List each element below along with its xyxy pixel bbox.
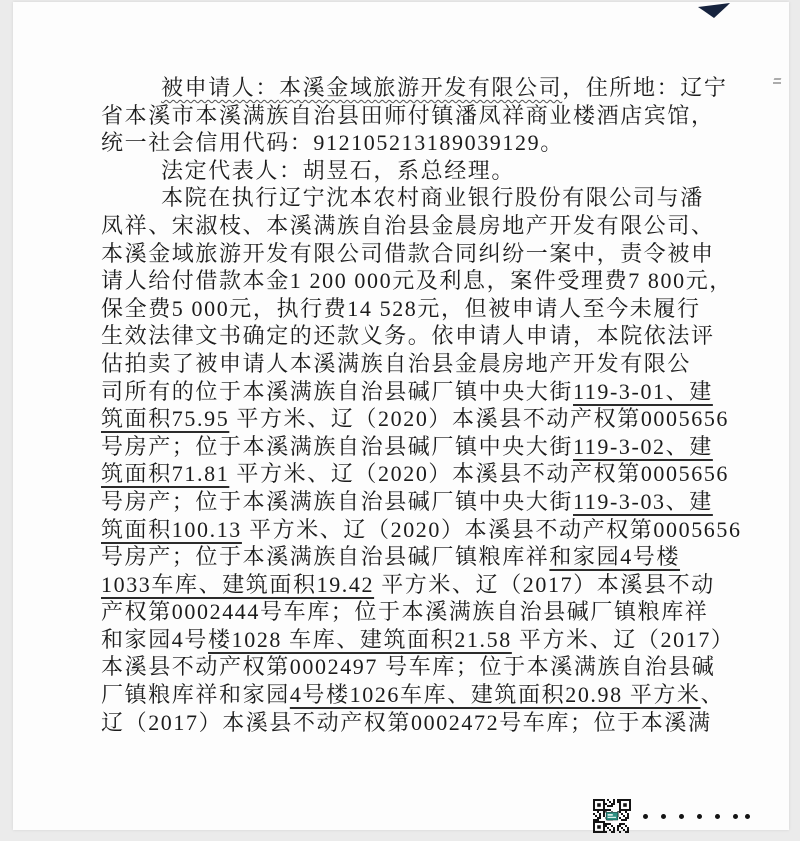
dot-mark bbox=[733, 814, 738, 819]
text-segment: 本溪金域旅游开发有限公司借款合同纠纷一案中，责令被申 bbox=[101, 240, 715, 266]
underlined-text: 119-3-03、建 bbox=[573, 488, 713, 514]
text-line bbox=[101, 488, 741, 516]
text-segment: ，住所地：辽宁 bbox=[562, 75, 728, 100]
underlined-text: 1033车库、建筑面积19.42 bbox=[101, 571, 375, 597]
dot-mark bbox=[661, 814, 666, 819]
text-line bbox=[101, 240, 741, 268]
underlined-text: 119-3-01、建 bbox=[573, 378, 713, 404]
text-line bbox=[101, 267, 741, 295]
text-line bbox=[101, 322, 741, 350]
text-line bbox=[101, 129, 741, 157]
text-line bbox=[101, 460, 741, 488]
text-line bbox=[101, 295, 741, 323]
text-segment: 和家园4号 bbox=[101, 626, 209, 652]
text-segment: 本溪县不动产权第0002497 号车库；位于本溪满族自治县碱 bbox=[101, 654, 716, 680]
text-line bbox=[101, 516, 741, 544]
underlined-text: 筑面积100.13 bbox=[101, 516, 242, 542]
text-line bbox=[101, 102, 741, 130]
text-line bbox=[101, 571, 741, 599]
page-footer bbox=[593, 799, 750, 833]
document-body bbox=[101, 74, 741, 736]
text-line bbox=[101, 74, 741, 102]
underlined-text: 被申请人： bbox=[161, 75, 280, 100]
edge-smudge bbox=[773, 76, 782, 85]
text-segment: 平方米、辽（2017）本溪县不动 bbox=[374, 571, 715, 597]
text-line bbox=[101, 681, 741, 709]
text-line bbox=[101, 626, 741, 654]
text-segment: 号房产；位于本溪满族自治县碱厂镇中央大街 bbox=[101, 488, 574, 514]
dot-mark bbox=[679, 814, 684, 819]
text-segment: 生效法律文书确定的还款义务。依申请人申请，本院依法评 bbox=[101, 323, 715, 349]
text-segment: 本院在执行辽宁沈本农村商业银行股份有限公司与潘 bbox=[161, 185, 704, 211]
qr-code-icon bbox=[593, 799, 631, 833]
text-segment: 辽（2017）本溪县不动产权第0002472号车库；位于本溪满 bbox=[101, 709, 712, 735]
underlined-text: 本溪金域旅游开发有限公司 bbox=[279, 75, 563, 100]
text-segment: 产权第0002444号车库；位于本溪满族自治县碱厂镇粮库祥 bbox=[101, 599, 709, 625]
text-segment: 厂镇粮库祥和家园 bbox=[101, 682, 290, 708]
dot-marks bbox=[643, 814, 750, 819]
text-line bbox=[101, 598, 741, 626]
text-segment: 统一社会信用代码：912105213189039129。 bbox=[101, 130, 564, 156]
text-segment: 省本溪市本溪满族自治县田师付镇潘凤祥商业楼酒店宾馆， bbox=[101, 102, 715, 128]
document-page bbox=[13, 2, 789, 830]
text-line bbox=[101, 543, 741, 571]
underlined-text: 和家园4号楼 bbox=[549, 544, 681, 570]
text-segment: 司所有的位于本溪满族自治县碱厂镇中央大街 bbox=[101, 378, 574, 404]
text-line bbox=[101, 378, 741, 406]
dot-mark bbox=[745, 814, 750, 819]
text-line bbox=[101, 184, 741, 212]
text-line bbox=[101, 433, 741, 461]
text-segment: 平方米、辽（2020）本溪县不动产权第0005656 bbox=[229, 461, 730, 487]
dot-mark bbox=[697, 814, 702, 819]
underlined-text: 筑面积75.95 bbox=[101, 406, 230, 432]
text-segment: 号房产；位于本溪满族自治县碱厂镇中央大街 bbox=[101, 433, 574, 459]
underlined-text: 4号楼1026车库、建筑面积20.98 平方米 bbox=[289, 682, 701, 708]
text-line bbox=[101, 405, 741, 433]
text-line bbox=[101, 653, 741, 681]
text-segment: 法定代表人：胡昱石，系总经理。 bbox=[161, 157, 516, 183]
text-segment: 平方米、辽（2017） bbox=[511, 626, 735, 652]
text-segment: 保全费5 000元，执行费14 528元，但被申请人至今未履行 bbox=[101, 295, 701, 321]
underlined-text: 筑面积71.81 bbox=[101, 461, 230, 487]
text-segment: 平方米、辽（2020）本溪县不动产权第0005656 bbox=[241, 516, 742, 542]
dot-mark bbox=[715, 814, 720, 819]
text-segment: 号房产；位于本溪满族自治县碱厂镇粮库祥 bbox=[101, 544, 550, 570]
text-line bbox=[101, 157, 741, 185]
text-segment: 请人给付借款本金1 200 000元及利息，案件受理费7 800元， bbox=[101, 268, 733, 294]
text-segment: 、 bbox=[700, 682, 725, 708]
text-segment: 估拍卖了被申请人本溪满族自治县金晨房地产开发有限公 bbox=[101, 350, 692, 376]
text-line bbox=[101, 709, 741, 737]
text-segment: 平方米、辽（2020）本溪县不动产权第0005656 bbox=[229, 406, 730, 432]
text-line bbox=[101, 212, 741, 240]
text-line bbox=[101, 350, 741, 378]
underlined-text: 楼1028 车库、建筑面积21.58 bbox=[208, 626, 512, 652]
underlined-text: 119-3-02、建 bbox=[573, 433, 713, 459]
corner-fold-mark bbox=[697, 2, 731, 19]
dot-mark bbox=[643, 814, 648, 819]
text-segment: 凤祥、宋淑枝、本溪满族自治县金晨房地产开发有限公司、 bbox=[101, 212, 715, 238]
